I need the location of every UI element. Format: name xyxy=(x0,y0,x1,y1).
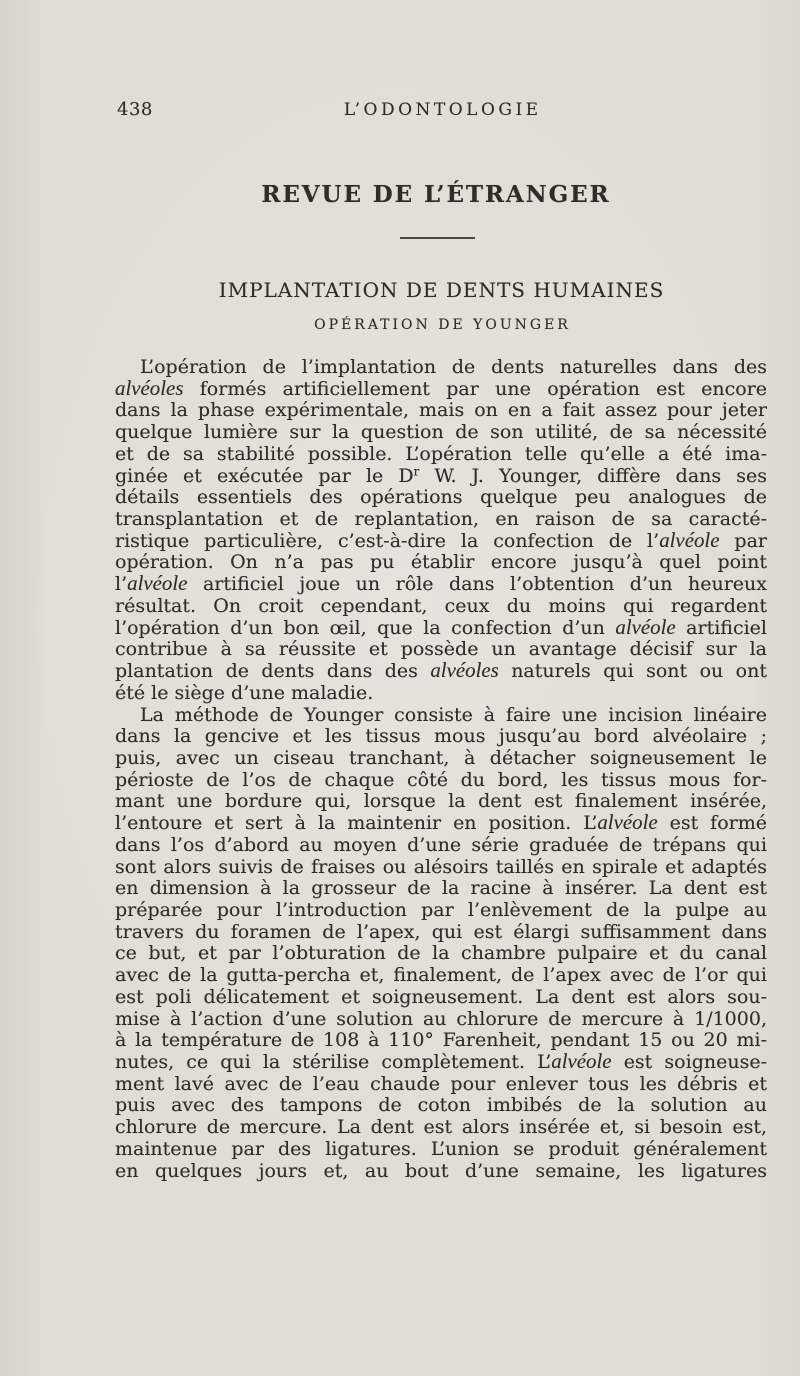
text-run: l’ xyxy=(115,573,128,596)
text-run: à la température de 108 à 110° Farenheit, pendant 15 ou 20 mi- xyxy=(115,1029,767,1052)
text-run: en dimension à la grosseur de la racine à insérer. La dent est xyxy=(115,877,767,900)
text-line xyxy=(115,878,767,900)
text-run: ment lavé avec de l’eau chaude pour enlever tous les débris et xyxy=(115,1072,767,1095)
text-run: mant une bordure qui, lorsque la dent est finalement insérée, xyxy=(115,790,767,813)
text-run: dans la phase expérimentale, mais on en a fait assez pour jeter xyxy=(115,399,767,422)
italic-term: alvéole xyxy=(615,614,676,639)
text-line xyxy=(115,900,767,922)
text-line xyxy=(115,400,767,422)
text-run: est formé xyxy=(657,812,767,835)
superscript: r xyxy=(413,464,420,479)
text-run: quelque lumière sur la question de son utilité, de sa nécessité xyxy=(115,421,767,444)
text-line xyxy=(115,705,767,727)
text-run: contribue à sa réussite et possède un avantage décisif sur la xyxy=(115,638,767,661)
text-line xyxy=(115,1030,767,1052)
text-line xyxy=(115,835,767,857)
text-run: préparée pour l’introduction par l’enlèvement de la pulpe au xyxy=(115,898,767,921)
text-run: sont alors suivis de fraises ou alésoirs taillés en spirale et adaptés xyxy=(115,855,767,878)
article-title: IMPLANTATION DE DENTS HUMAINES xyxy=(218,278,665,302)
title-rule xyxy=(400,237,475,239)
section-title: REVUE DE L’ÉTRANGER xyxy=(261,181,611,208)
italic-term: alvéole xyxy=(551,1049,612,1073)
text-run: ce but, et par l’obturation de la chambre pulpaire et du canal xyxy=(115,942,767,965)
text-line xyxy=(115,658,767,683)
text-line xyxy=(115,943,767,965)
text-line xyxy=(115,552,767,574)
text-line xyxy=(115,1095,767,1117)
text-line xyxy=(115,527,767,553)
text-line xyxy=(115,444,767,466)
text-run: maintenue par des ligatures. L’union se produit généralement xyxy=(115,1137,767,1160)
text-run: ginée et exécutée par le D xyxy=(115,464,414,487)
text-run: été le siège d’une maladie. xyxy=(115,681,374,704)
text-line xyxy=(115,922,767,944)
text-line xyxy=(115,857,767,879)
italic-term: alvéole xyxy=(597,810,658,835)
text-run: ristique particulière, c’est-à-dire la confection de l’ xyxy=(115,529,660,552)
text-line xyxy=(115,357,767,379)
running-head-title: L’ODONTOLOGIE xyxy=(343,100,542,120)
text-line xyxy=(115,1117,767,1139)
text-run: formés artificiellement par une opération est encore xyxy=(183,377,767,400)
italic-term: alvéole xyxy=(659,527,720,552)
text-run: La méthode de Younger consiste à faire une incision linéaire xyxy=(140,703,767,726)
text-line xyxy=(115,375,767,401)
text-line xyxy=(115,683,767,705)
text-run: l’opération d’un bon œil, que la confection d’un xyxy=(115,616,616,639)
text-run: artificiel joue un rôle dans l’obtention d’un heureux xyxy=(187,573,767,596)
text-run: artificiel xyxy=(675,616,768,639)
text-run: chlorure de mercure. La dent est alors insérée et, si besoin est, xyxy=(115,1116,767,1139)
text-line xyxy=(115,422,767,444)
text-run: plantation de dents dans des xyxy=(115,660,431,683)
paragraph xyxy=(115,705,767,1183)
page-number: 438 xyxy=(117,99,153,120)
text-run: L’opération de l’implantation de dents naturelles dans des xyxy=(140,356,767,378)
text-run: puis avec des tampons de coton imbibés de la solution au xyxy=(115,1094,767,1117)
paragraph xyxy=(115,357,767,705)
text-run: nutes, ce qui la stérilise complètement. L’ xyxy=(115,1051,552,1073)
text-run: dans l’os d’abord au moyen d’une série graduée de trépans qui xyxy=(115,833,767,856)
text-line xyxy=(115,748,767,770)
italic-term: alvéoles xyxy=(430,658,499,683)
text-line xyxy=(115,770,767,792)
text-line xyxy=(115,726,767,748)
text-line xyxy=(115,571,767,596)
text-line xyxy=(115,614,768,640)
text-run: par xyxy=(719,529,767,552)
text-run: puis, avec un ciseau tranchant, à détacher soigneusement le xyxy=(115,746,767,769)
article-body xyxy=(115,357,767,1182)
text-run: dans la gencive et les tissus mous jusqu’au bord alvéolaire ; xyxy=(115,725,767,748)
text-run: périoste de l’os de chaque côté du bord, les tissus mous for- xyxy=(115,768,767,791)
text-run: est poli délicatement et soigneusement. La dent est alors sou- xyxy=(115,985,767,1008)
text-run: naturels qui sont ou ont xyxy=(498,660,767,683)
text-line xyxy=(115,1139,767,1161)
article-subtitle: OPÉRATION DE YOUNGER xyxy=(314,317,571,333)
italic-term: alvéole xyxy=(127,571,188,596)
text-run: transplantation et de replantation, en raison de sa caracté- xyxy=(115,508,767,531)
text-line xyxy=(115,1074,767,1096)
text-line xyxy=(115,1049,767,1074)
text-line xyxy=(115,487,767,509)
text-run: opération. On n’a pas pu établir encore jusqu’à quel point xyxy=(115,551,767,574)
text-line xyxy=(115,466,767,488)
text-run: mise à l’action d’une solution au chlorure de mercure à 1/1000, xyxy=(115,1007,767,1030)
text-line xyxy=(115,1161,767,1183)
text-run: et de sa stabilité possible. L’opération telle qu’elle a été ima- xyxy=(115,442,767,465)
text-line xyxy=(115,1009,767,1031)
text-run: avec de la gutta-percha et, finalement, de l’apex avec de l’or qui xyxy=(115,964,767,987)
text-run: travers du foramen de l’apex, qui est élargi suffisamment dans xyxy=(115,920,767,943)
text-run: W. J. Younger, diffère dans ses xyxy=(419,464,767,487)
text-run: est soigneuse- xyxy=(611,1051,767,1073)
italic-term: alvéoles xyxy=(115,375,184,400)
text-run: résultat. On croit cependant, ceux du moins qui regardent xyxy=(115,594,767,617)
text-run: détails essentiels des opérations quelque peu analogues de xyxy=(115,486,767,509)
text-run: l’entoure et sert à la maintenir en position. L’ xyxy=(115,812,598,835)
text-line xyxy=(115,791,767,813)
text-line xyxy=(115,810,767,835)
text-line xyxy=(115,965,767,987)
text-run: en quelques jours et, au bout d’une semaine, les ligatures xyxy=(115,1159,767,1182)
text-line xyxy=(115,987,767,1009)
